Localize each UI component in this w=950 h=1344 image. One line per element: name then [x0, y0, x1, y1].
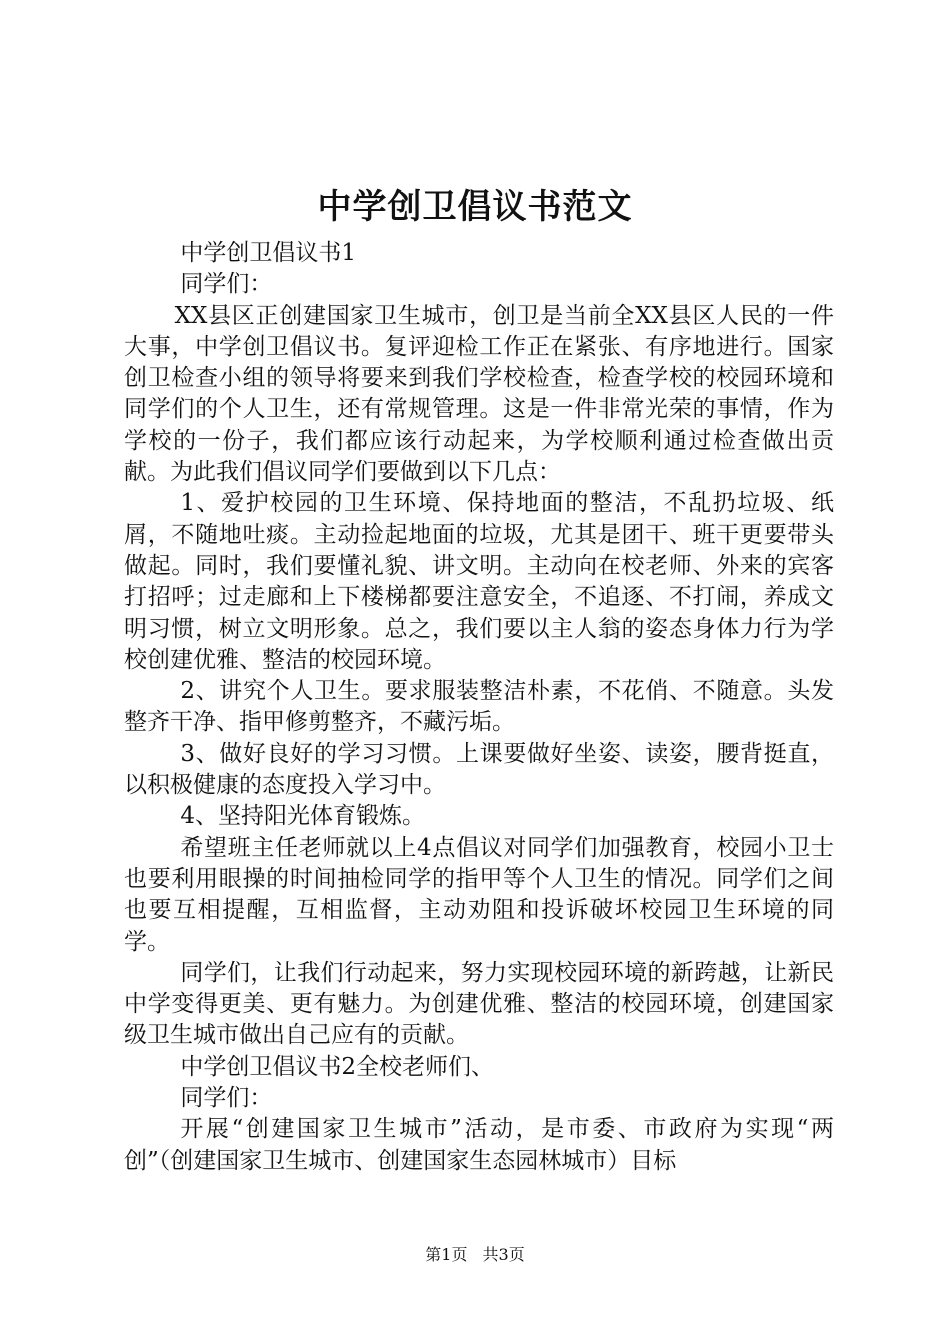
- page-footer: [0, 1244, 950, 1266]
- paragraph-point-3: 3、做好良好的学习习惯。上课要做好坐姿、读姿，腰背挺直，以积极健康的态度投入学习中。: [124, 740, 834, 799]
- document-title: 中学创卫倡议书范文: [317, 187, 633, 227]
- paragraph-heading-1: 中学创卫倡议书1: [180, 240, 356, 266]
- paragraph-activity: 开展“创建国家卫生城市”活动，是市委、市政府为实现“两创”（创建国家卫生城市、创建国家生态园林城市）目标: [124, 1116, 834, 1174]
- page-total: 共3页: [482, 1245, 525, 1264]
- paragraph-salutation-1: 同学们：: [180, 271, 273, 298]
- paragraph-point-4: 4、坚持阳光体育锻炼。: [180, 803, 425, 830]
- paragraph-heading-2: 中学创卫倡议书2全校老师们、: [180, 1053, 494, 1080]
- paragraph-point-1: 1、爱护校园的卫生环境、保持地面的整洁，不乱扔垃圾、纸屑，不随地吐痰。主动捡起地面的垃圾，尤其是团干、班干更要带头做起。同时，我们要懂礼貌、讲文明。主动向在校老师、外来的宾客打招呼；过走廊和上下楼梯都要注意安全，不追逐、不打闹，养成文明习惯，树立文明形象。总之，我们要以主人翁的姿态身体力行为学校创建优雅、整洁的校园环境。: [124, 490, 834, 673]
- paragraph-intro: XX县区正创建国家卫生城市，创卫是当前全XX县区人民的一件大事，中学创卫倡议书。复评迎检工作正在紧张、有序地进行。国家创卫检查小组的领导将要来到我们学校检查，检查学校的校园环境和同学们的个人卫生，还有常规管理。这是一件非常光荣的事情，作为学校的一份子，我们都应该行动起来，为学校顺利通过检查做出贡献。为此我们倡议同学们要做到以下几点：: [124, 302, 834, 486]
- page-number: 第1页: [425, 1245, 468, 1264]
- paragraph-salutation-2: 同学们：: [180, 1085, 273, 1112]
- document-body: [124, 238, 834, 1177]
- paragraph-point-2: 2、讲究个人卫生。要求服装整洁朴素，不花俏、不随意。头发整齐干净、指甲修剪整齐，不藏污垢。: [124, 678, 834, 736]
- paragraph-call: 同学们，让我们行动起来，努力实现校园环境的新跨越，让新民中学变得更美、更有魅力。为创建优雅、整洁的校园环境，创建国家级卫生城市做出自己应有的贡献。: [124, 959, 834, 1049]
- paragraph-hope: 希望班主任老师就以上4点倡议对同学们加强教育，校园小卫士也要利用眼操的时间抽检同学的指甲等个人卫生的情况。同学们之间也要互相提醒，互相监督，主动劝阻和投诉破坏校园卫生环境的同学。: [124, 834, 834, 955]
